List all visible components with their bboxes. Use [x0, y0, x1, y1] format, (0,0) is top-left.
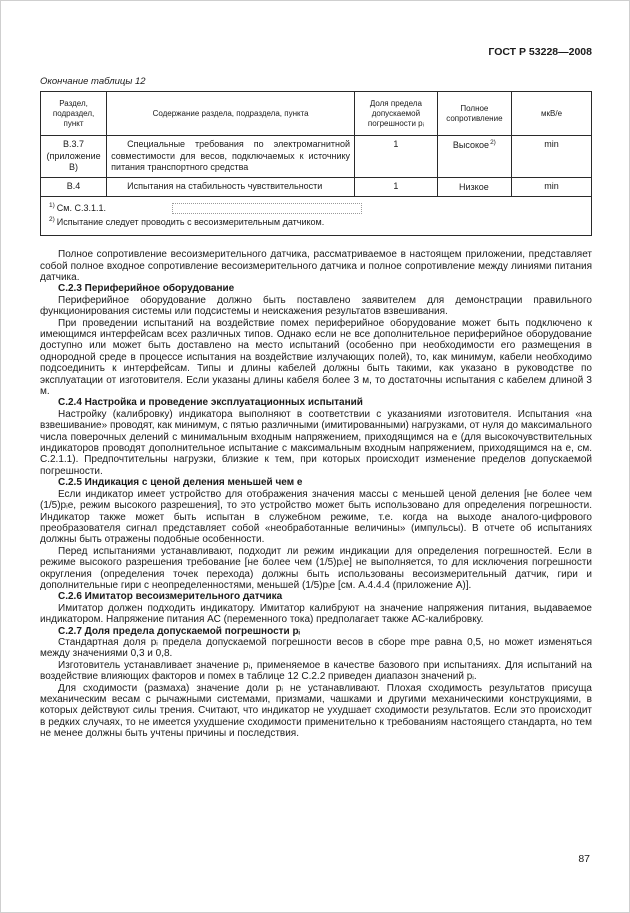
- cell-fraction: 1: [355, 177, 438, 197]
- table-12: [40, 91, 592, 236]
- paragraph-c-2-5-1: Если индикатор имеет устройство для отображения значения массы с меньшей ценой деления [не более чем (1/5)рᵢе, режим высокого разрешения], то это устройство может быть использовано для определения погрешности. Индикатор также может быть испытан в служебном режиме, т.е. когда на выходе аналого-цифрового преобразователя сигнал представляет собой «необработанные величины» (импульсы). В отчете об испытаниях должны быть отражены подобные особенности.: [40, 488, 592, 546]
- footnote-text: См. С.3.1.1.: [56, 203, 106, 214]
- cell-impedance: [437, 136, 511, 178]
- cell-content: Специальные требования по электромагнитной совместимости для весов, подключаемых к источнику питания транспортного средства: [107, 136, 355, 178]
- paragraph-c-2-5-2: Перед испытаниями устанавливают, подходит ли режим индикации для определения погрешностей. Если в режиме высокого разрешения требование [не более чем (1/5)рᵢе] не выполняется, то для исключения погрешности округления (определения точек перехода) должны быть использованы весоизмерительный датчик, гири и дополнительные гири с неопределенностями, меньшей (1/5)рᵢе [см. А.4.4.4 (приложение А)].: [40, 545, 592, 591]
- document-body: [40, 249, 592, 739]
- footnote-reference: 2): [490, 139, 496, 146]
- table-caption: Окончание таблицы 12: [40, 76, 146, 87]
- table-footnotes-row: [41, 197, 592, 236]
- footnote-marker: 2): [49, 216, 55, 224]
- page-number: 87: [578, 853, 590, 865]
- paragraph-c-2-7-1: Стандартная доля рᵢ предела допускаемой погрешности весов в сборе mpe равна 0,5, но может изменяться между значениями 0,3 и 0,8.: [40, 636, 592, 660]
- footnote-text: Испытание следует проводить с весоизмерительным датчиком.: [56, 217, 325, 228]
- cell-fraction: 1: [355, 136, 438, 178]
- heading-c-2-4: С.2.4 Настройка и проведение эксплуатационных испытаний: [58, 397, 363, 409]
- table-header-row: [41, 92, 592, 136]
- table-footnotes-cell: [41, 197, 592, 236]
- cell-content: Испытания на стабильность чувствительности: [107, 177, 355, 197]
- heading-c-2-5: С.2.5 Индикация с ценой деления меньшей чем е: [58, 477, 303, 489]
- col-header-impedance: Полное сопротивление: [437, 92, 511, 136]
- document-code: ГОСТ Р 53228—2008: [488, 46, 592, 58]
- col-header-content: Содержание раздела, подраздела, пункта: [107, 92, 355, 136]
- cell-impedance: [437, 177, 511, 197]
- cell-section: В.3.7 (приложение В): [41, 136, 107, 178]
- paragraph-impedance-definition: Полное сопротивление весоизмерительного датчика, рассматриваемое в настоящем приложении, представляет собой полное входное сопротивление весоизмерительного датчика и полное сопротивление между линиями питания датчика.: [40, 249, 592, 283]
- col-header-uve: мкВ/е: [512, 92, 592, 136]
- paragraph-c-2-3-1: Периферийное оборудование должно быть поставлено заявителем для демонстрации правильного функционирования системы или подсистемы и неискажения результатов взвешивания.: [40, 294, 592, 318]
- heading-c-2-6: С.2.6 Имитатор весоизмерительного датчика: [58, 591, 283, 603]
- col-header-error-fraction: Доля предела допускаемой погрешности рᵢ: [355, 92, 438, 136]
- col-header-section: Раздел, подраздел, пункт: [41, 92, 107, 136]
- paragraph-c-2-4-1: Настройку (калибровку) индикатора выполняют в соответствии с указаниями изготовителя. Испытания «на взвешивание» проводят, как минимум, с пятью различными (имитированными) нагрузками, от нуля до максимального числа поверочных делений с минимальным входным напряжением, приходящимся на е (для высокочувствительных индикаторов проводят дополнительное испытание с максимальным входным напряжением, приходящимся на е, см. С.2.1.1). Предпочтительны нагрузки, близкие к тем, при которых происходит изменение пределов допускаемой погрешности.: [40, 408, 592, 477]
- table-footnote: [49, 201, 585, 215]
- footnote-marker: 1): [49, 202, 55, 210]
- cell-uve: min: [512, 177, 592, 197]
- table-row: [41, 136, 592, 178]
- paragraph-c-2-6-1: Имитатор должен подходить индикатору. Имитатор калибруют на значение напряжения питания, выдаваемое индикатором. Напряжение питания АС (переменного тока) предполагает также АС-калибровку.: [40, 602, 592, 626]
- heading-c-2-3: С.2.3 Периферийное оборудование: [58, 283, 235, 295]
- heading-c-2-7: С.2.7 Доля предела допускаемой погрешности рᵢ: [58, 625, 300, 637]
- cell-uve: min: [512, 136, 592, 178]
- scan-artifact-box: [172, 203, 362, 214]
- table-footnote: [49, 215, 585, 229]
- paragraph-c-2-3-2: При проведении испытаний на воздействие помех периферийное оборудование может быть подключено к имеющимся интерфейсам всех различных типов. Однако если не все дополнительное периферийное оборудование доступно или может быть доставлено на место испытаний (особенно при необходимости его размещения в однородной среде в процессе испытания на воздействие излучающих полей), то, как минимум, кабели необходимо подсоединить к интерфейсам. Типы и длины кабелей должны быть такими, как указано в руководстве по эксплуатации от изготовителя. Если указаны длины кабеля более 3 м, то достаточны испытания с кабелем длиной 3 м.: [40, 317, 592, 398]
- cell-section: В.4: [41, 177, 107, 197]
- table-row: [41, 177, 592, 197]
- impedance-value: Низкое: [459, 181, 489, 192]
- paragraph-c-2-7-3: Для сходимости (размаха) значение доли рᵢ не устанавливают. Плохая сходимость результатов присуща механическим весам с рычажными системами, призмами, чашками и другими механическими конструкциями, в которых действуют силы трения. Считают, что индикатор не ухудшает сходимости результатов. Если это происходит в редких случаях, то не имеется ухудшение сходимости применительно к требованиям настоящего стандарта, но тем не менее должны быть учтены причины и последствия.: [40, 682, 592, 740]
- impedance-value: Высокое: [452, 140, 490, 150]
- paragraph-c-2-7-2: Изготовитель устанавливает значение рᵢ, применяемое в качестве базового при испытаниях. Для испытаний на воздействие влияющих факторов и помех в таблице 12 С.2.2 приведен диапазон значений рᵢ.: [40, 659, 592, 683]
